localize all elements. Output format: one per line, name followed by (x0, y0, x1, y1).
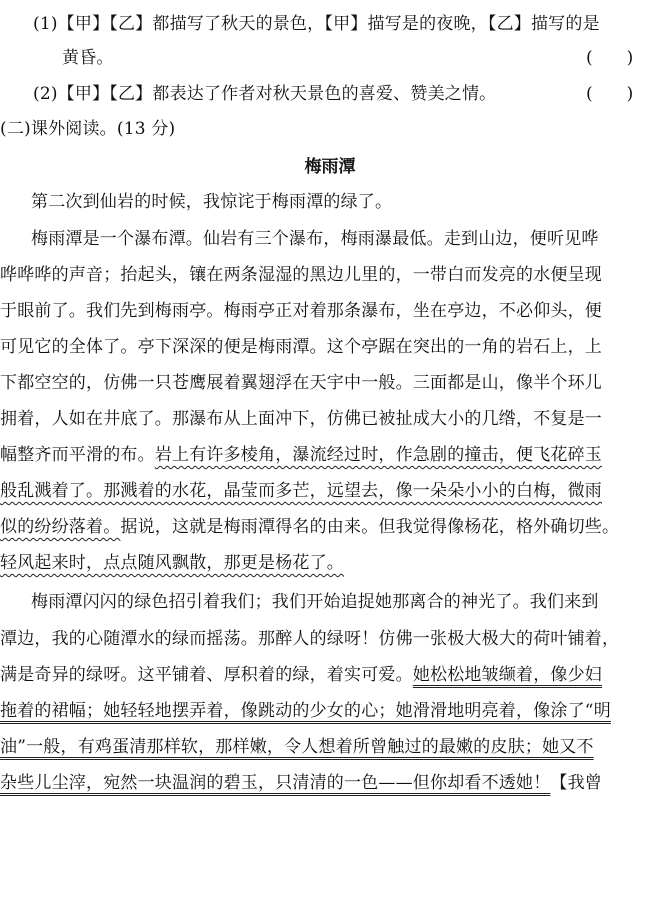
wavy-underlined-passage: 似的纷纷落着。 (0, 517, 121, 537)
question-2-line: (2)【甲】【乙】都表达了作者对秋天景色的喜爱、赞美之情。 (33, 84, 497, 104)
underlined-passage: 油”一般，有鸡蛋清那样软，那样嫩，令人想着所曾触过的最嫩的皮肤；她又不 (0, 737, 594, 757)
underlined-passage: 杂些儿尘滓，宛然一块温润的碧玉，只清清的一色——但你却看不透她！ (0, 773, 551, 793)
paragraph-2-line-7-text: 幅整齐而平滑的布。 (0, 445, 155, 465)
paragraph-2-line-9-text: 据说，这就是梅雨潭得名的由来。但我觉得像杨花，格外确切些。 (120, 517, 620, 537)
paragraph-3-line-6 (0, 771, 602, 795)
paragraph-3-line-6-text: 【我曾 (550, 773, 603, 793)
paragraph-2-line-9 (0, 515, 619, 539)
paragraph-2-line-1: 梅雨潭是一个瀑布潭。仙岩有三个瀑布，梅雨瀑最低。走到山边，便听见哗 (31, 229, 599, 249)
section-heading: (二)课外阅读。(13 分) (0, 119, 176, 139)
question-1-answer-blank: ( ) (586, 48, 634, 68)
paragraph-2-line-8 (0, 479, 602, 503)
paragraph-3-line-3 (0, 663, 602, 687)
paragraph-2-line-10 (0, 551, 344, 575)
paragraph-3-line-5 (0, 735, 594, 759)
wavy-underlined-passage: 岩上有许多棱角，瀑流经过时，作急剧的撞击，便飞花碎玉 (154, 445, 603, 465)
paragraph-2-line-4: 可见它的全体了。亭下深深的便是梅雨潭。这个亭踞在突出的一角的岩石上，上 (0, 337, 602, 357)
question-1-line-2: 黄昏。 (62, 48, 114, 68)
question-2-answer-blank: ( ) (586, 84, 634, 104)
paragraph-1: 第二次到仙岩的时候，我惊诧于梅雨潭的绿了。 (31, 192, 393, 212)
paragraph-2-line-3: 于眼前了。我们先到梅雨亭。梅雨亭正对着那条瀑布，坐在亭边，不必仰头，便 (0, 301, 602, 321)
article-title: 梅雨潭 (304, 157, 356, 177)
paragraph-3-line-2: 潭边，我的心随潭水的绿而摇荡。那醉人的绿呀！仿佛一张极大极大的荷叶铺着， (0, 629, 620, 649)
paragraph-2-line-5: 下都空空的，仿佛一只苍鹰展着翼翅浮在天宇中一般。三面都是山，像半个环儿 (0, 373, 602, 393)
underlined-passage: 拖着的裙幅；她轻轻地摆弄着，像跳动的少女的心；她滑滑地明亮着，像涂了“明 (0, 701, 611, 721)
wavy-underlined-passage: 般乱溅着了。那溅着的水花，晶莹而多芒，远望去，像一朵朵小小的白梅，微雨 (0, 481, 602, 501)
underlined-passage: 她松松地皱缬着，像少妇 (412, 665, 603, 685)
paragraph-2-line-7 (0, 443, 602, 467)
paragraph-3-line-1: 梅雨潭闪闪的绿色招引着我们；我们开始追捉她那离合的神光了。我们来到 (31, 592, 599, 612)
paragraph-3-line-3-text: 满是奇异的绿呀。这平铺着、厚积着的绿，着实可爱。 (0, 665, 413, 685)
question-1-line-1: (1)【甲】【乙】都描写了秋天的景色，【甲】描写是的夜晚，【乙】描写的是 (33, 14, 600, 34)
paragraph-2-line-6: 拥着，人如在井底了。那瀑布从上面冲下，仿佛已被扯成大小的几绺，不复是一 (0, 409, 602, 429)
wavy-underlined-passage: 轻风起来时，点点随风飘散，那更是杨花了。 (0, 553, 344, 573)
paragraph-2-line-2: 哗哗哗的声音；抬起头，镶在两条湿湿的黑边儿里的，一带白而发亮的水便呈现 (0, 265, 602, 285)
paragraph-3-line-4 (0, 699, 611, 723)
